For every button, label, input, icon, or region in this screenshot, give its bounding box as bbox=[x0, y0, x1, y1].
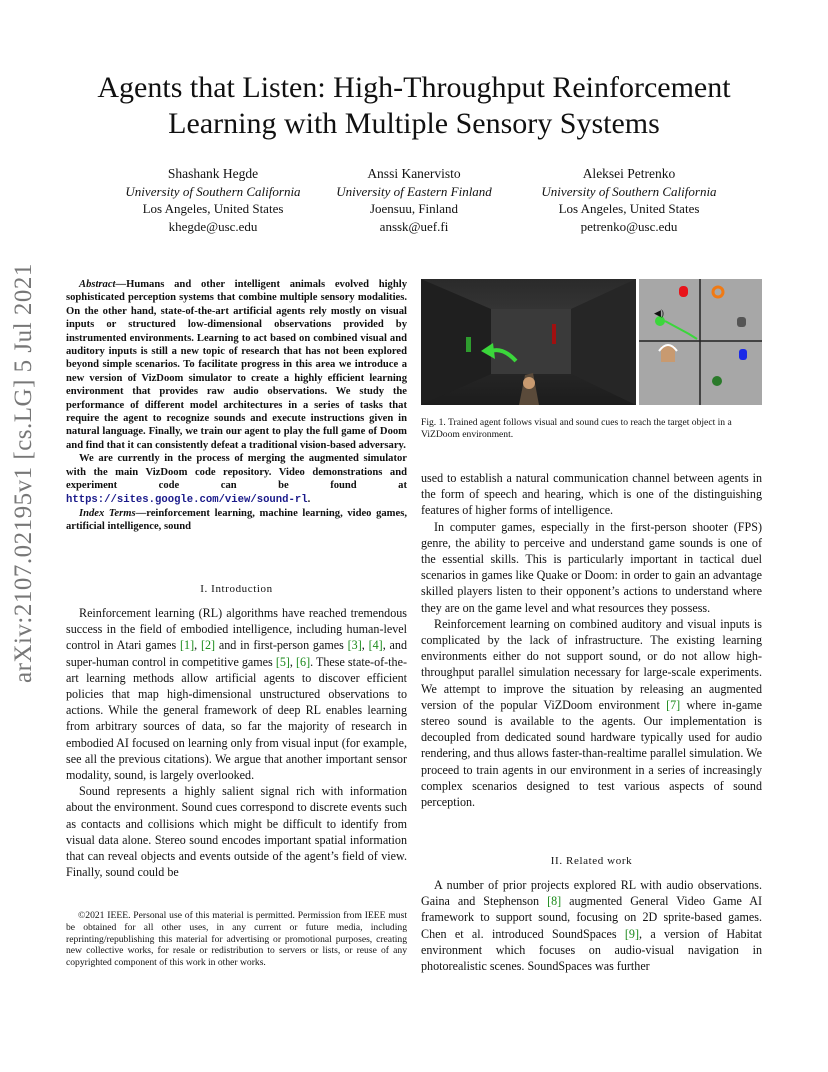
doom-first-person-view bbox=[421, 279, 636, 405]
copyright-text: ©2021 IEEE. Personal use of this material is permitted. Permission from IEEE must be obtained for all other uses, in any current or future media, including reprinting/republishing this material for advertising or promotional purposes, creating new collective works, for resale or redistribution to servers or lists, or reuse of any copyrighted component of this work in other works. bbox=[66, 910, 407, 969]
text-span: and in first-person games bbox=[215, 638, 348, 653]
red-object bbox=[679, 286, 688, 297]
hand bbox=[523, 377, 535, 389]
right-column-body bbox=[421, 470, 762, 810]
section-heading-introduction: I. Introduction bbox=[200, 583, 273, 595]
paragraph-infrastructure bbox=[421, 616, 762, 810]
author-affiliation: University of Southern California bbox=[541, 183, 717, 199]
citation-link[interactable]: [8] bbox=[547, 894, 562, 909]
copyright-footnote bbox=[66, 910, 407, 969]
index-terms-label: Index Terms bbox=[79, 507, 136, 519]
intro-paragraph-1 bbox=[66, 605, 407, 783]
blue-object bbox=[739, 349, 747, 360]
author-email: khegde@usc.edu bbox=[168, 218, 258, 234]
author-affiliation: University of Eastern Finland bbox=[336, 183, 492, 199]
author-email: anssk@uef.fi bbox=[379, 218, 449, 234]
text-span: where in-game stereo sound is available to the agents. Our implementation is decoupled from dedicated sound hardware typically used for audio rendering, and thus allows faster-than-realtime parallel simulation. We proceed to train agents in our environment in a series of increasingly complex scenarios designed to test various aspects of sound perception. bbox=[421, 697, 762, 810]
abstract-text: —Humans and other intelligent animals evolved highly sophisticated perception systems that combine multiple sensory modalities. On the other hand, state-of-the-art artificial agents rely mostly on visual inputs or structured low-dimensional observations provided by instrumented environments. Learning to act based on combined visual and auditory inputs is still a new topic of research that has not been explored beyond simple scenarios. To facilitate progress in this area we introduce a new version of VizDoom simulator to create a highly efficient learning environment that provides raw audio observations. We study the performance of different model architectures in a series of tasks that require the agent to recognize sounds and execute instructions given in natural language. Finally, we train our agent to play the full game of Doom and find that it can consistently defeat a traditional vision-based adversary. bbox=[66, 279, 407, 451]
citation-link[interactable]: [9] bbox=[624, 926, 639, 941]
citation-link[interactable]: [2] bbox=[200, 638, 216, 653]
gray-object bbox=[737, 317, 746, 327]
agent-path bbox=[665, 321, 697, 339]
author-block-2 bbox=[299, 165, 529, 235]
abstract-para2-end: . bbox=[307, 493, 311, 505]
text-span: , bbox=[361, 638, 369, 653]
paragraph-related-work bbox=[421, 877, 762, 974]
left-wall bbox=[421, 279, 491, 405]
author-name: Shashank Hegde bbox=[167, 166, 259, 181]
text-span: . These state-of-the-art learning methods allow artificial agents to discover efficient policies that map high-dimensional unstructured observations to actions. While the general framework of deep RL enables learning from arbitrary sources of data, so far the majority of research in embodied AI focused on learning only from visual input (for example, see all the previous citations). We argue that another important sensor modality, sound, is largely overlooked. bbox=[66, 654, 407, 783]
intro-paragraph-2: Sound represents a highly salient signal rich with information about the environment. Sound cues correspond to discrete events such as contacts and collisions which might be difficult to identify from visual data alone. Stereo sound encodes important spatial information that can reveal objects and events outside of the agent’s field of view. Finally, sound could be bbox=[66, 784, 407, 880]
abstract-label: Abstract bbox=[79, 279, 116, 290]
text-span: Reinforcement learning (RL) algorithms have reached tremendous success in the field of embodied intelligence, including human-level control in Atari games bbox=[66, 606, 407, 653]
far-wall bbox=[491, 309, 571, 374]
paper-title: Agents that Listen: High-Throughput Reinforcement Learning with Multiple Sensory Systems bbox=[97, 71, 731, 140]
speaker-icon: ◀) bbox=[654, 308, 664, 318]
author-block-3 bbox=[514, 165, 744, 235]
text-span: A number of prior projects explored RL with audio observations. Gaina and Stephenson bbox=[421, 878, 762, 909]
text-span: Reinforcement learning on combined auditory and visual inputs is complicated by the lack of infrastructure. The existing learning environments either do not support sound, or do not allow high-throughput parallel simulation necessary for large-scale experiments. We attempt to improve the situation by releasing an augmented version of the popular ViZDoom environment bbox=[421, 616, 762, 712]
green-marker bbox=[466, 337, 471, 352]
figure-1 bbox=[421, 279, 762, 405]
author-block-1 bbox=[98, 165, 328, 235]
author-affiliation: University of Southern California bbox=[125, 183, 301, 199]
top-down-map bbox=[639, 279, 762, 405]
green-object bbox=[712, 376, 722, 386]
citation-link[interactable]: [6] bbox=[296, 654, 311, 669]
text-span: , and super-human control in competitive games bbox=[66, 638, 408, 669]
author-location: Joensuu, Finland bbox=[369, 201, 459, 216]
figure-1-caption: Fig. 1. Trained agent follows visual and sound cues to reach the target object in a ViZDoom environment. bbox=[421, 417, 732, 440]
abstract bbox=[66, 278, 407, 534]
red-pillar bbox=[552, 324, 556, 344]
abstract-para2: We are currently in the process of merging the augmented simulator with the main VizDoom code repository. Video demonstrations and experiment code can be found at bbox=[66, 453, 407, 492]
section-heading-related-work: II. Related work bbox=[550, 855, 633, 867]
text-span: , bbox=[194, 638, 201, 653]
citation-link[interactable]: [4] bbox=[368, 638, 383, 653]
map-graphic bbox=[639, 279, 762, 405]
author-name: Anssi Kanervisto bbox=[367, 166, 461, 181]
project-link[interactable]: https://sites.google.com/view/sound-rl bbox=[66, 493, 308, 506]
index-terms-text: —reinforcement learning, machine learning, video games, artificial intelligence, sound bbox=[66, 507, 407, 533]
text-span: augmented General Video Game AI framework to support sound, focusing on 2D sprite-based games. Chen et al. introduced SoundSpaces bbox=[421, 894, 763, 941]
author-location: Los Angeles, United States bbox=[142, 201, 284, 216]
citation-link[interactable]: [1] bbox=[180, 638, 195, 653]
doom-scene-graphic bbox=[421, 279, 636, 405]
orange-object bbox=[713, 287, 723, 297]
arxiv-sidebar-stamp: arXiv:2107.02195v1 [cs.LG] 5 Jul 2021 bbox=[10, 263, 37, 683]
citation-link[interactable]: [5] bbox=[275, 654, 290, 669]
right-wall bbox=[571, 279, 636, 405]
paragraph-games: In computer games, especially in the first-person shooter (FPS) genre, the ability to perceive and understand game sounds is one of the essential skills. This is particularly important in tactical duel scenarios in games like Quake or Doom: in order to gain an advantage skilled players listen to their opponent’s actions to understand where they are on the game level and what resources they possess. bbox=[421, 519, 762, 615]
citation-link[interactable]: [3] bbox=[347, 638, 362, 653]
face-object bbox=[661, 346, 675, 362]
citation-link[interactable]: [7] bbox=[666, 697, 681, 712]
text-span: , a version of Habitat environment which focuses on audio-visual navigation in photorealistic scenes. SoundSpaces was further bbox=[421, 926, 762, 974]
paragraph-continuation: used to establish a natural communication channel between agents in the form of speech and hearing, which is one of the distinguishing features of higher forms of intelligence. bbox=[421, 471, 762, 518]
intro-body bbox=[66, 605, 407, 880]
author-location: Los Angeles, United States bbox=[558, 201, 700, 216]
text-span: , bbox=[289, 654, 296, 669]
author-email: petrenko@usc.edu bbox=[580, 218, 678, 234]
related-work-body bbox=[421, 877, 762, 974]
author-name: Aleksei Petrenko bbox=[582, 166, 676, 181]
